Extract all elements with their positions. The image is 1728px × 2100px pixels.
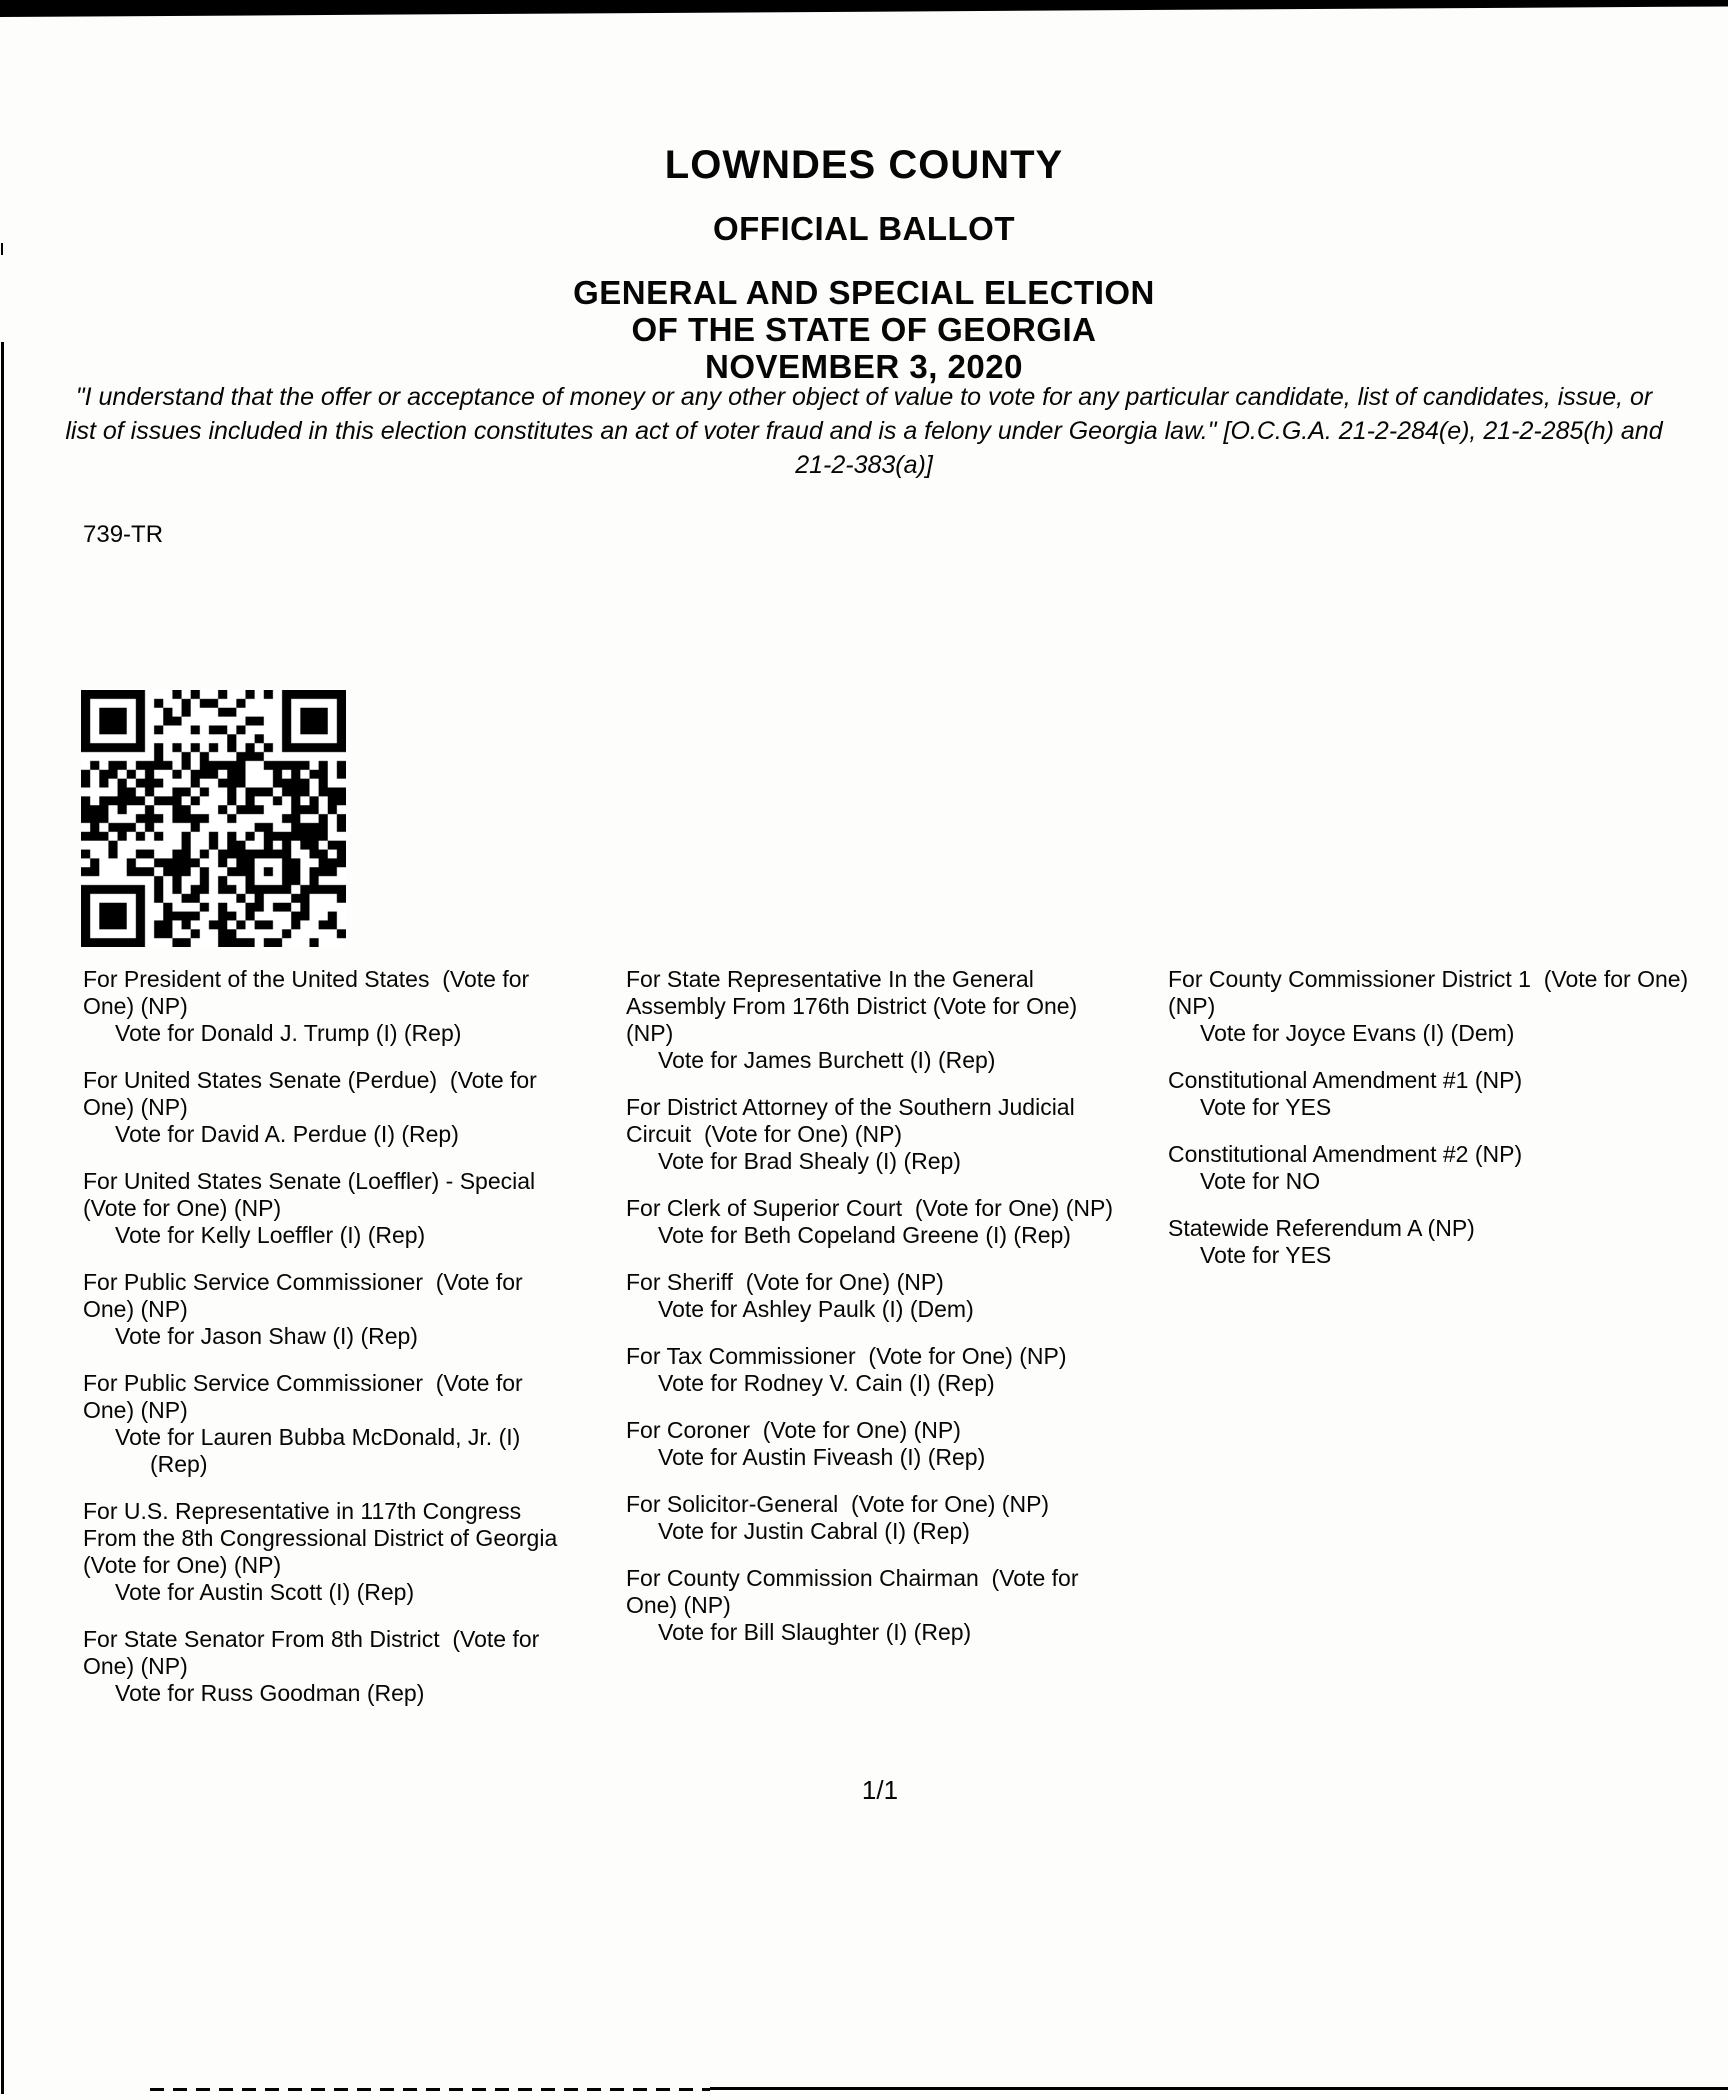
contest-vote-line: Vote for Beth Copeland Greene (I) (Rep) [658, 1222, 1071, 1248]
contest-vote-line: Vote for YES [1200, 1242, 1332, 1268]
contest-office: For Coroner (Vote for One) (NP) [626, 1417, 961, 1443]
contest-vote-line: Vote for Austin Fiveash (I) (Rep) [658, 1444, 986, 1470]
contest-vote-line: Vote for NO [1200, 1168, 1321, 1194]
contest-item [626, 1491, 1126, 1545]
contest-item [1168, 966, 1726, 1047]
contest-item [83, 966, 571, 1047]
contest-item [83, 1168, 571, 1249]
election-title-line3: NOVEMBER 3, 2020 [705, 348, 1023, 385]
contest-column-3 [1168, 966, 1726, 1289]
contest-office: For Sheriff (Vote for One) (NP) [626, 1269, 944, 1295]
contest-office: For Public Service Commissioner (Vote for One) (NP) [83, 1269, 530, 1322]
scan-artifact-left-line [1, 342, 4, 2094]
contest-column-1 [83, 966, 571, 1727]
contest-office: Constitutional Amendment #1 (NP) [1168, 1067, 1523, 1093]
contest-office: For State Representative In the General Assembly From 176th District (Vote for One) (NP) [626, 966, 1084, 1046]
contest-vote-line: Vote for Austin Scott (I) (Rep) [115, 1579, 415, 1605]
voter-fraud-disclaimer: "I understand that the offer or acceptance of money or any other object of value to vote for any particular candidate, list of candidates, issue, or list of issues included in this election constitutes an act of voter fraud and is a felony under Georgia law." [O.C.G.A. 21-2-284(e), 21-2-285(h) and 21-2-383(a)] [65, 383, 1663, 479]
scan-artifact-bottom-line-dashed [150, 2088, 710, 2091]
contest-office: Constitutional Amendment #2 (NP) [1168, 1141, 1523, 1167]
contest-vote-line: Vote for Russ Goodman (Rep) [115, 1680, 425, 1706]
contest-item [1168, 1141, 1726, 1195]
contest-item [626, 966, 1126, 1074]
contest-item [626, 1565, 1126, 1646]
contest-vote-line: Vote for Donald J. Trump (I) (Rep) [115, 1020, 462, 1046]
contest-office: For U.S. Representative in 117th Congress From the 8th Congressional District of Georgia (Vote for One) (NP) [83, 1498, 564, 1578]
contest-item [83, 1269, 571, 1350]
contest-office: For Public Service Commissioner (Vote for One) (NP) [83, 1370, 530, 1423]
contest-office: For United States Senate (Perdue) (Vote for One) (NP) [83, 1067, 544, 1120]
contest-item [626, 1094, 1126, 1175]
contest-item [83, 1626, 571, 1707]
contest-office: For State Senator From 8th District (Vote for One) (NP) [83, 1626, 546, 1679]
contest-vote-line: Vote for Ashley Paulk (I) (Dem) [658, 1296, 974, 1322]
contest-office: For President of the United States (Vote for One) (NP) [83, 966, 536, 1019]
contest-item [83, 1370, 571, 1478]
contest-item [626, 1195, 1126, 1249]
county-title: LOWNDES COUNTY [664, 143, 1064, 187]
contest-office: For Solicitor-General (Vote for One) (NP) [626, 1491, 1050, 1517]
contest-office: For District Attorney of the Southern Judicial Circuit (Vote for One) (NP) [626, 1094, 1082, 1147]
scan-artifact-bottom-line-solid [710, 2087, 1728, 2090]
contest-vote-line: Vote for Kelly Loeffler (I) (Rep) [115, 1222, 426, 1248]
contest-vote-line: Vote for Brad Shealy (I) (Rep) [658, 1148, 961, 1174]
contest-item [83, 1498, 571, 1606]
page-number: 1/1 [861, 1775, 899, 1805]
election-title [0, 274, 1728, 385]
contest-office: For United States Senate (Loeffler) - Special (Vote for One) (NP) [83, 1168, 548, 1221]
contest-vote-line: Vote for Rodney V. Cain (I) (Rep) [658, 1370, 995, 1396]
contest-vote-line: Vote for David A. Perdue (I) (Rep) [115, 1121, 459, 1147]
contest-item [83, 1067, 571, 1148]
contest-office: For Tax Commissioner (Vote for One) (NP) [626, 1343, 1067, 1369]
election-title-line1: GENERAL AND SPECIAL ELECTION [573, 274, 1155, 311]
contest-item [1168, 1215, 1726, 1269]
contest-item [626, 1343, 1126, 1397]
contest-item [1168, 1067, 1726, 1121]
contest-vote-line: Vote for Jason Shaw (I) (Rep) [115, 1323, 418, 1349]
ballot-title: OFFICIAL BALLOT [712, 210, 1016, 247]
ballot-header [0, 143, 1728, 385]
contest-vote-line: Vote for Justin Cabral (I) (Rep) [658, 1518, 970, 1544]
qr-code-image [81, 690, 346, 947]
contest-vote-line: Vote for Bill Slaughter (I) (Rep) [658, 1619, 972, 1645]
contest-office: Statewide Referendum A (NP) [1168, 1215, 1475, 1241]
scan-artifact-top-bar [0, 0, 1728, 17]
ballot-code: 739-TR [83, 521, 164, 548]
contest-office: For County Commissioner District 1 (Vote for One) (NP) [1168, 966, 1695, 1019]
contest-office: For County Commission Chairman (Vote for One) (NP) [626, 1565, 1085, 1618]
contest-item [626, 1269, 1126, 1323]
contest-item [626, 1417, 1126, 1471]
contest-office: For Clerk of Superior Court (Vote for One) (NP) [626, 1195, 1113, 1221]
contest-vote-line: Vote for James Burchett (I) (Rep) [658, 1047, 996, 1073]
contest-vote-line: Vote for Lauren Bubba McDonald, Jr. (I) (Rep) [115, 1424, 527, 1477]
contest-column-2 [626, 966, 1126, 1666]
contest-vote-line: Vote for Joyce Evans (I) (Dem) [1200, 1020, 1515, 1046]
contest-vote-line: Vote for YES [1200, 1094, 1332, 1120]
election-title-line2: OF THE STATE OF GEORGIA [631, 311, 1097, 348]
